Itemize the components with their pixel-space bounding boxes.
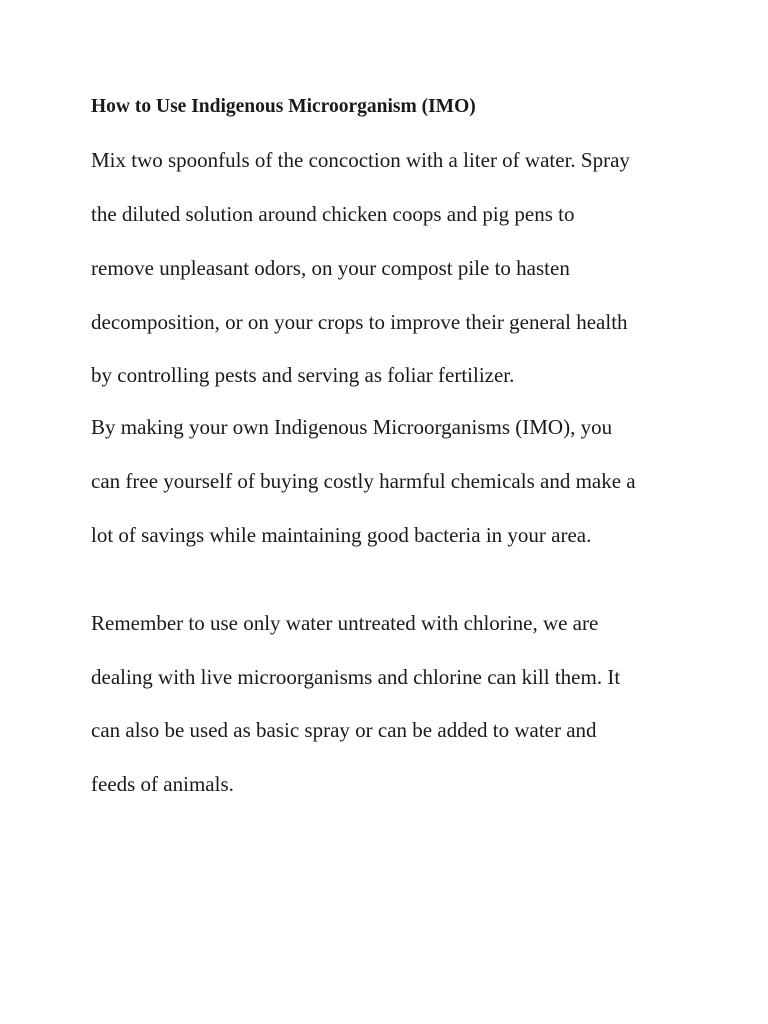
- paragraph-3-line-3: can also be used as basic spray or can be added to water and: [91, 718, 597, 742]
- paragraph-3-line-4: feeds of animals.: [91, 772, 234, 796]
- paragraph-2-line-2: can free yourself of buying costly harmful chemicals and make a: [91, 469, 636, 493]
- paragraph-3-line-1: Remember to use only water untreated with chlorine, we are: [91, 611, 599, 635]
- paragraph-3-line-2: dealing with live microorganisms and chlorine can kill them. It: [91, 665, 621, 689]
- paragraph-2-line-3: lot of savings while maintaining good bacteria in your area.: [91, 523, 592, 547]
- paragraph-1-line-1: Mix two spoonfuls of the concoction with a liter of water. Spray: [91, 148, 630, 172]
- paragraph-1-line-2: the diluted solution around chicken coops and pig pens to: [91, 202, 575, 226]
- paragraph-1-line-3: remove unpleasant odors, on your compost pile to hasten: [91, 256, 570, 280]
- paragraph-2-line-1: By making your own Indigenous Microorganisms (IMO), you: [91, 415, 613, 439]
- document-heading: How to Use Indigenous Microorganism (IMO): [91, 96, 476, 117]
- paragraph-1-line-4: decomposition, or on your crops to improve their general health: [91, 310, 628, 334]
- paragraph-1-line-5: by controlling pests and serving as foliar fertilizer.: [91, 363, 515, 387]
